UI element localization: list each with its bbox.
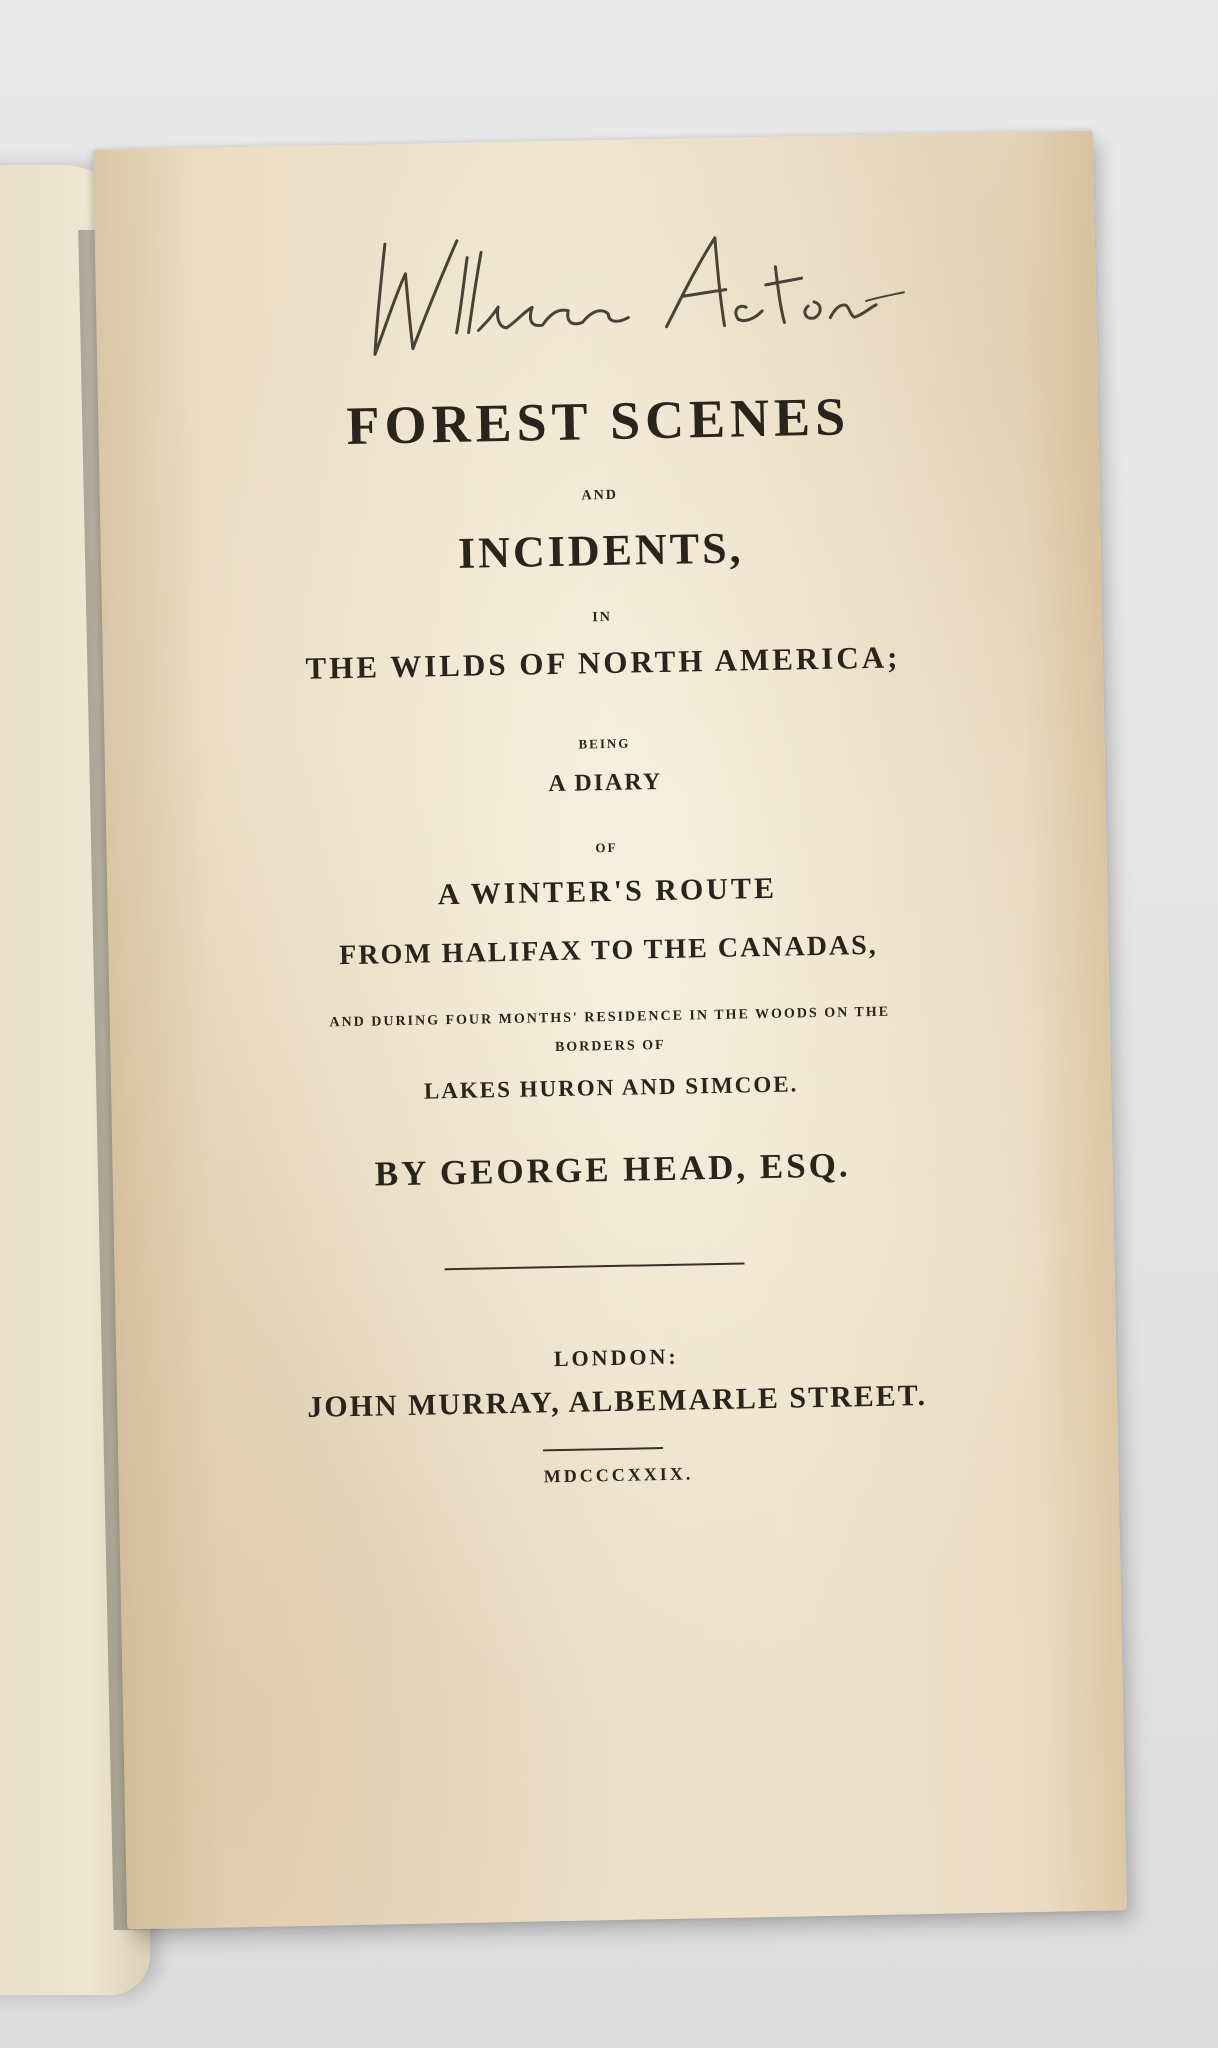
conjunction-and: AND: [581, 487, 619, 504]
title-line-2: INCIDENTS,: [457, 523, 744, 578]
preposition-of: OF: [595, 839, 618, 856]
word-being: BEING: [578, 735, 631, 752]
residence-line-1: AND DURING FOUR MONTHS' RESIDENCE IN THE WOODS ON THE: [329, 1004, 891, 1031]
publisher-line: JOHN MURRAY, ALBEMARLE STREET.: [306, 1378, 928, 1424]
handwritten-signature: [344, 204, 907, 375]
author-line: BY GEORGE HEAD, ESQ.: [374, 1145, 851, 1194]
publication-place: LONDON:: [553, 1343, 679, 1372]
short-divider-rule: [543, 1447, 663, 1451]
subtitle-diary: A DIARY: [548, 768, 663, 798]
residence-line-2: BORDERS OF: [554, 1037, 666, 1056]
title-page: [93, 131, 1127, 1930]
preposition-in: IN: [592, 609, 613, 626]
subtitle-route-line-2: FROM HALIFAX TO THE CANADAS,: [338, 929, 878, 972]
subtitle-route-line-1: A WINTER'S ROUTE: [437, 871, 778, 912]
divider-rule: [445, 1262, 745, 1270]
publication-year: MDCCCXXIX.: [543, 1463, 694, 1487]
title-line-3: THE WILDS OF NORTH AMERICA;: [305, 639, 901, 686]
lakes-line: LAKES HURON AND SIMCOE.: [423, 1071, 799, 1104]
title-line-1: FOREST SCENES: [345, 386, 851, 456]
